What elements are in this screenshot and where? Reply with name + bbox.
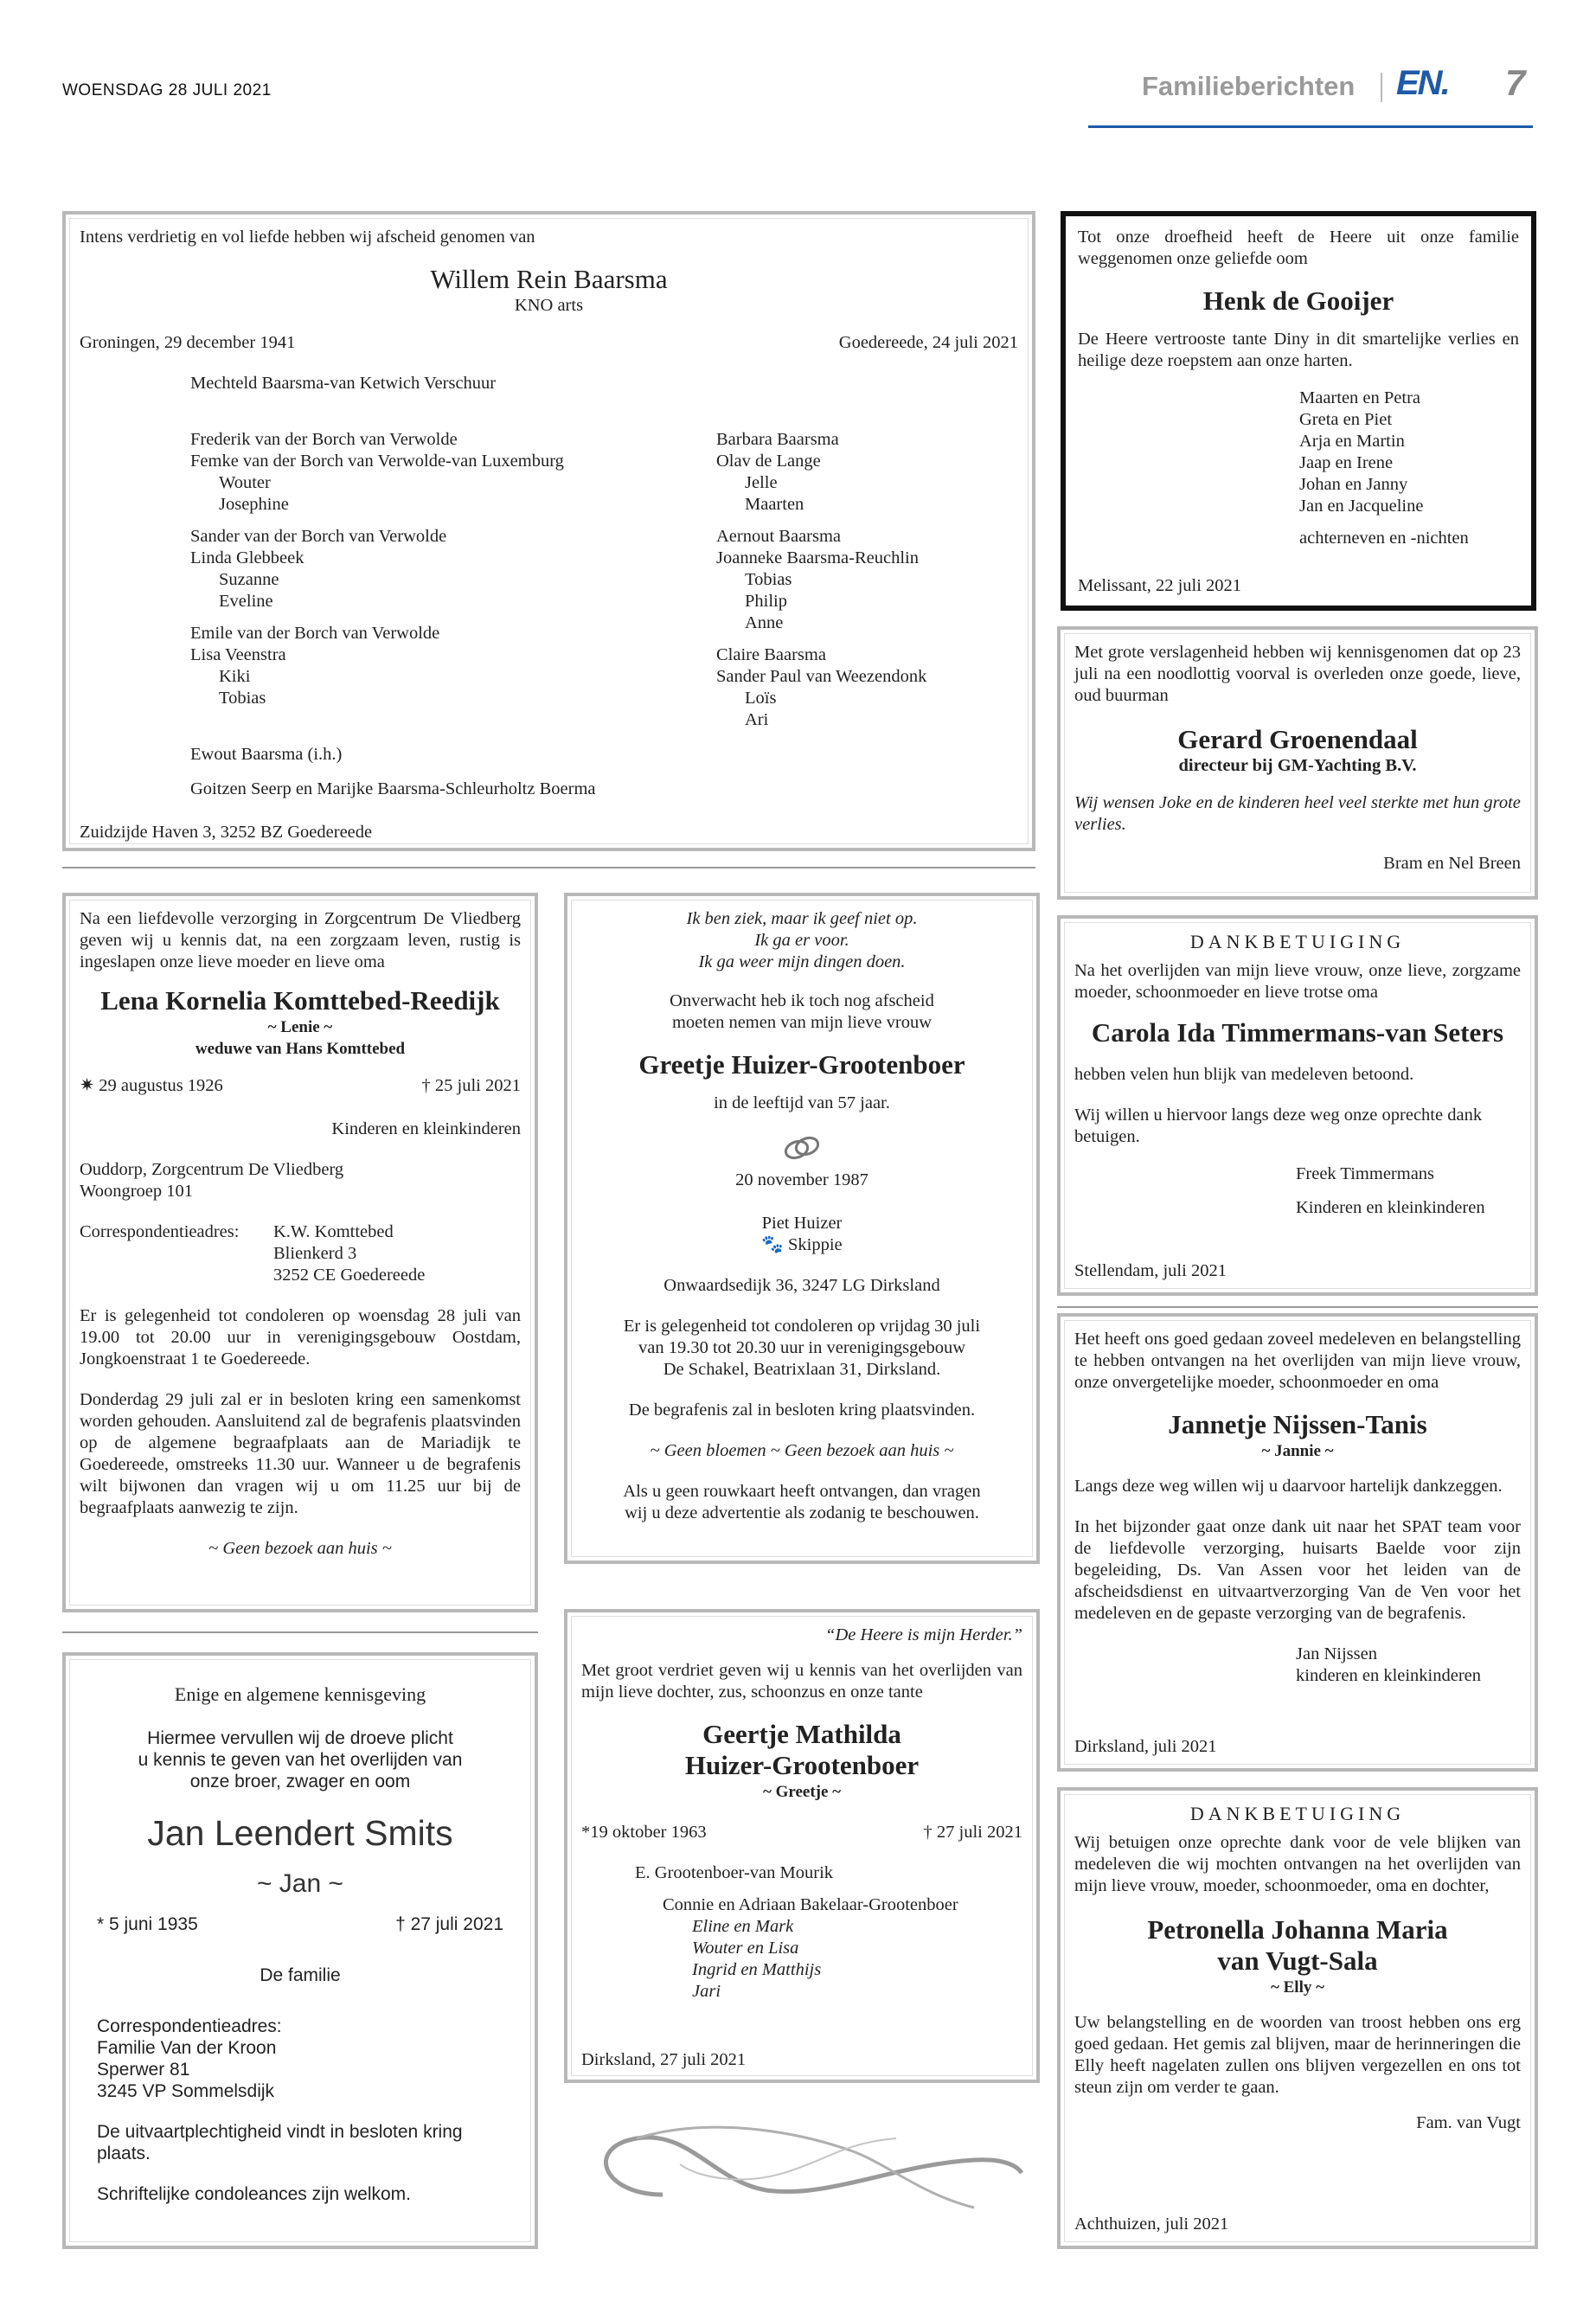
family-member: Emile van der Borch van Verwolde — [190, 624, 440, 643]
smits-nickname: ~ Jan ~ — [256, 1869, 344, 1898]
geertje-name-1: Geertje Mathilda — [702, 1719, 901, 1749]
divider — [62, 867, 1035, 868]
komttebed-corr-label: Correspondentieadres: — [80, 1222, 240, 1241]
smits-note-2: Schriftelijke condoleances zijn welkom. — [97, 2184, 411, 2204]
family-member: Frederik van der Borch van Verwolde — [190, 430, 458, 449]
komttebed-funeral: Donderdag 29 juli zal er in besloten kring een samenkomst worden gehouden. Aansluitend zal de begrafenis plaatsvinden op de algemene begraafplaats aan de Mariadijk te Goedereede, omstreeks 11.30 uur. Wanneer u de begrafenis wilt bijwonen dan vragen wij u om 11.25 uur bij de begraafplaats aanwezig te zijn. — [80, 1390, 521, 1517]
komttebed-nickname: ~ Lenie ~ — [267, 1018, 333, 1036]
intro-line: moeten nemen van mijn lieve vrouw — [671, 1013, 932, 1032]
baarsma-address: Zuidzijde Haven 3, 3252 BZ Goedereede — [80, 823, 373, 842]
timmermans-text-2: Wij willen u hiervoor langs deze weg onze oprechte dank betuigen. — [1074, 1106, 1483, 1146]
timmermans-place: Stellendam, juli 2021 — [1074, 1261, 1227, 1280]
family-member: Loïs — [745, 689, 777, 708]
smits-family: De familie — [260, 1965, 341, 1985]
vugt-name-2: van Vugt-Sala — [1217, 1945, 1378, 1976]
smits-name: Jan Leendert Smits — [147, 1813, 453, 1853]
family-member: Jari — [692, 1982, 721, 2001]
groenendaal-from: Bram en Nel Breen — [1383, 854, 1521, 873]
notice-komttebed — [62, 893, 538, 1612]
condolence-line: van 19.30 tot 20.30 uur in verenigingsgebouw — [638, 1338, 966, 1357]
gooijer-place: Melissant, 22 juli 2021 — [1078, 576, 1242, 595]
family-member: Johan en Janny — [1299, 475, 1408, 494]
tanis-text-1: Langs deze weg willen wij u daarvoor hartelijk dankzeggen. — [1074, 1477, 1503, 1496]
groenendaal-title: directeur bij GM-Yachting B.V. — [1178, 756, 1417, 775]
baarsma-intro: Intens verdrietig en vol liefde hebben wij afscheid genomen van — [80, 228, 535, 247]
notice-baarsma — [62, 211, 1035, 851]
divider — [62, 1631, 538, 1633]
geertje-mother: E. Grootenboer-van Mourik — [635, 1863, 834, 1882]
address-line: Blienkerd 3 — [273, 1244, 357, 1263]
vugt-place: Achthuizen, juli 2021 — [1074, 2214, 1229, 2234]
family-member: Wouter en Lisa — [692, 1939, 799, 1958]
family-member: Jan en Jacqueline — [1299, 497, 1424, 516]
timmermans-intro: Na het overlijden van mijn lieve vrouw, onze lieve, zorgzame moeder, schoonmoeder en lieve trotse oma — [1074, 961, 1521, 1002]
family-member: Maarten en Petra — [1299, 388, 1421, 407]
baarsma-right-family — [716, 429, 1028, 741]
tanis-place: Dirksland, juli 2021 — [1074, 1737, 1217, 1756]
quote-line: Ik ga er voor. — [754, 931, 849, 950]
notice-smits — [62, 1652, 538, 2249]
condolence-line: Er is gelegenheid tot condoleren op vrijdag 30 juli — [623, 1317, 981, 1336]
quote-line: Ik ga weer mijn dingen doen. — [698, 952, 906, 971]
card-line: Als u geen rouwkaart heeft ontvangen, dan vragen — [623, 1482, 981, 1501]
notice-groenendaal — [1057, 626, 1538, 900]
header-separator — [1381, 73, 1382, 102]
family-member: Philip — [745, 592, 787, 611]
gooijer-extra: achterneven en -nichten — [1299, 529, 1469, 548]
komttebed-corr-address — [273, 1221, 425, 1286]
intro-line: u kennis te geven van het overlijden van — [138, 1750, 463, 1770]
notice-geertje — [564, 1609, 1040, 2083]
gooijer-text: De Heere vertrooste tante Diny in dit smartelijke verlies en heilige deze roepstem aan onze harten. — [1078, 330, 1519, 370]
timmermans-heading: DANKBETUIGING — [1189, 931, 1406, 952]
notice-greetje — [564, 893, 1040, 1564]
baarsma-title: KNO arts — [514, 296, 584, 315]
vugt-text: Uw belangstelling en de woorden van troost hebben ons erg goed gedaan. Het gemis zal blijven, maar de herinneringen die Elly heeft nagelaten zullen ons blijven vergezellen en ons tot steun zijn om verder te gaan. — [1074, 2013, 1521, 2097]
notice-timmermans — [1057, 915, 1538, 1296]
vugt-intro: Wij betuigen onze oprechte dank voor de vele blijken van medeleven die wij mochten ontvangen na het overlijden van mijn lieve vrouw, moeder, schoonmoeder, oma en dochter, — [1074, 1833, 1521, 1895]
tanis-from-1: Jan Nijssen — [1296, 1644, 1377, 1663]
greetje-quote — [581, 908, 1022, 973]
geertje-born: *19 oktober 1963 — [581, 1823, 707, 1842]
intro-line: onze broer, zwager en oom — [189, 1772, 411, 1791]
timmermans-from-2: Kinderen en kleinkinderen — [1296, 1198, 1485, 1217]
notice-tanis — [1057, 1313, 1538, 1772]
baarsma-spouse: Mechteld Baarsma-van Ketwich Verschuur — [190, 374, 497, 393]
intro-line: Onverwacht heb ik toch nog afscheid — [670, 991, 934, 1010]
baarsma-left-family — [190, 429, 709, 720]
family-member: Femke van der Borch van Verwolde-van Luxemburg — [190, 452, 564, 471]
komttebed-note: ~ Geen bezoek aan huis ~ — [208, 1539, 392, 1558]
komttebed-location-1: Ouddorp, Zorgcentrum De Vliedberg — [80, 1160, 344, 1179]
greetje-condolence — [581, 1316, 1022, 1381]
family-member: Arja en Martin — [1299, 432, 1405, 451]
tanis-nickname: ~ Jannie ~ — [1261, 1442, 1334, 1460]
baarsma-extra-1: Ewout Baarsma (i.h.) — [190, 745, 343, 764]
tanis-intro: Het heeft ons goed gedaan zoveel medeleven en belangstelling te hebben ontvangen na het overlijden van mijn lieve vrouw, onze onvergetelijke moeder, schoonmoeder en oma — [1074, 1330, 1521, 1392]
family-member: Olav de Lange — [716, 452, 821, 471]
komttebed-died: † 25 juli 2021 — [421, 1076, 521, 1095]
smits-header: Enige en algemene kennisgeving — [174, 1683, 426, 1705]
family-group — [716, 526, 1028, 634]
timmermans-text-1: hebben velen hun blijk van medeleven betoond. — [1074, 1065, 1414, 1084]
family-member: Jelle — [745, 473, 778, 492]
groenendaal-intro: Met grote verslagenheid hebben wij kennisgenomen dat op 23 juli na een noodlottig voorval is overleden onze goede, lieve, oud buurman — [1074, 643, 1521, 705]
vugt-name-1: Petronella Johanna Maria — [1147, 1914, 1448, 1945]
family-group — [190, 526, 709, 612]
geertje-quote: “De Heere is mijn Herder.” — [825, 1625, 1022, 1644]
greetje-name: Greetje Huizer-Grootenboer — [638, 1049, 965, 1080]
greetje-funeral: De begrafenis zal in besloten kring plaatsvinden. — [628, 1400, 976, 1420]
family-member: Lisa Veenstra — [190, 645, 286, 664]
family-member: Linda Glebbeek — [190, 548, 304, 567]
quote-line: Ik ben ziek, maar ik geef niet op. — [686, 909, 918, 928]
smits-died: † 27 juli 2021 — [395, 1914, 503, 1934]
notice-vugt — [1057, 1787, 1538, 2249]
family-group — [716, 644, 1028, 731]
tanis-name: Jannetje Nijssen-Tanis — [1168, 1409, 1427, 1439]
greetje-card-notice — [581, 1481, 1022, 1524]
greetje-from-1: Piet Huizer — [761, 1214, 843, 1233]
komttebed-widow: weduwe van Hans Komttebed — [195, 1040, 406, 1058]
komttebed-born: ✷ 29 augustus 1926 — [80, 1076, 223, 1095]
tanis-text-2: In het bijzonder gaat onze dank uit naar het SPAT team voor de liefdevolle verzorging, huisarts Baelde voor zijn begeleiding, Ds. Van Assen voor het leiden van de afscheidsdienst en uitvaartverzorging Van de Ven voor het medeleven en de gepaste verzorging van de begrafenis. — [1074, 1517, 1521, 1623]
family-member: Sander van der Borch van Verwolde — [190, 527, 447, 546]
geertje-name-2: Huizer-Grootenboer — [684, 1750, 920, 1780]
family-member: Anne — [745, 613, 784, 632]
family-member: Eveline — [219, 592, 273, 611]
timmermans-name: Carola Ida Timmermans-van Seters — [1091, 1017, 1504, 1048]
groenendaal-wish: Wij wensen Joke en de kinderen heel veel sterkte met hun grote verlies. — [1074, 793, 1521, 834]
family-member: Wouter — [219, 473, 271, 492]
gooijer-family-list — [1078, 388, 1519, 517]
baarsma-extra-2: Goitzen Seerp en Marijke Baarsma-Schleurholtz Boerma — [190, 779, 596, 798]
smits-born: * 5 juni 1935 — [97, 1914, 198, 1934]
geertje-kids-list — [581, 1916, 1022, 2003]
family-member: Jaap en Irene — [1299, 453, 1394, 472]
condolence-line: De Schakel, Beatrixlaan 31, Dirksland. — [663, 1360, 941, 1379]
decorative-swirl — [567, 2112, 1035, 2225]
family-member: Sander Paul van Weezendonk — [716, 667, 927, 686]
wedding-rings-icon — [581, 1133, 1022, 1163]
card-line: wij u deze advertentie als zodanig te beschouwen. — [625, 1503, 979, 1522]
family-member: Eline en Mark — [692, 1917, 794, 1936]
family-member: Greta en Piet — [1299, 410, 1393, 429]
greetje-wedding-date: 20 november 1987 — [735, 1170, 869, 1189]
family-member: Josephine — [219, 495, 289, 514]
address-line: 3252 CE Goedereede — [273, 1266, 426, 1285]
family-member: Ingrid en Matthijs — [692, 1960, 822, 1979]
address-line: Familie Van der Kroon — [97, 2038, 277, 2058]
komttebed-family: Kinderen en kleinkinderen — [331, 1119, 521, 1138]
header-rule — [1088, 125, 1533, 128]
baarsma-died: Goedereede, 24 juli 2021 — [838, 333, 1018, 352]
vugt-from: Fam. van Vugt — [1416, 2113, 1521, 2132]
address-line: Sperwer 81 — [97, 2060, 190, 2080]
newspaper-logo: EN. — [1396, 64, 1449, 102]
greetje-from-2: 🐾 Skippie — [761, 1235, 843, 1254]
greetje-intro — [581, 990, 1022, 1034]
geertje-died: † 27 juli 2021 — [923, 1823, 1022, 1842]
komttebed-name: Lena Kornelia Komttebed-Reedijk — [100, 985, 500, 1016]
tanis-from-2: kinderen en kleinkinderen — [1296, 1666, 1482, 1685]
timmermans-from-1: Freek Timmermans — [1296, 1164, 1435, 1183]
geertje-intro: Met groot verdriet geven wij u kennis van het overlijden van mijn lieve dochter, zus, schoonzus en onze tante — [581, 1661, 1022, 1702]
family-member: Joanneke Baarsma-Reuchlin — [716, 548, 919, 567]
family-member: Tobias — [745, 570, 792, 589]
geertje-place: Dirksland, 27 juli 2021 — [581, 2050, 747, 2069]
baarsma-name: Willem Rein Baarsma — [430, 264, 668, 294]
geertje-nickname: ~ Greetje ~ — [762, 1783, 842, 1801]
intro-line: Hiermee vervullen wij de droeve plicht — [147, 1728, 453, 1748]
komttebed-location-2: Woongroep 101 — [80, 1182, 194, 1201]
greetje-note: ~ Geen bloemen ~ Geen bezoek aan huis ~ — [650, 1441, 954, 1460]
header-date: WOENSDAG 28 JULI 2021 — [62, 81, 272, 99]
groenendaal-name: Gerard Groenendaal — [1177, 724, 1418, 754]
komttebed-intro: Na een liefdevolle verzorging in Zorgcentrum De Vliedberg geven wij u kennis dat, na een zorgzaam leven, rustig is ingeslapen onze lieve moeder en lieve oma — [80, 909, 521, 971]
gooijer-intro: Tot onze droefheid heeft de Heere uit onze familie weggenomen onze geliefde oom — [1078, 228, 1519, 268]
greetje-address: Onwaardsedijk 36, 3247 LG Dirksland — [663, 1276, 940, 1295]
family-member: Ari — [745, 710, 769, 729]
greetje-age: in de leeftijd van 57 jaar. — [714, 1093, 890, 1112]
komttebed-condolence: Er is gelegenheid tot condoleren op woensdag 28 juli van 19.00 tot 20.00 uur in verenigingsgebouw Oostdam, Jongkoenstraat 1 te Goedereede. — [80, 1306, 521, 1368]
family-member: Aernout Baarsma — [716, 527, 842, 546]
geertje-sister: Connie en Adriaan Bakelaar-Grootenboer — [663, 1895, 958, 1914]
baarsma-born: Groningen, 29 december 1941 — [80, 333, 296, 352]
vugt-heading: DANKBETUIGING — [1189, 1803, 1406, 1824]
family-member: Claire Baarsma — [716, 645, 826, 664]
family-member: Barbara Baarsma — [716, 430, 839, 449]
smits-note-1: De uitvaartplechtigheid vindt in besloten kring plaats. — [97, 2122, 463, 2163]
smits-corr-address — [97, 2016, 503, 2102]
section-title: Familieberichten — [1142, 71, 1356, 101]
page-number: 7 — [1505, 62, 1526, 103]
family-group — [716, 429, 1028, 516]
address-line: K.W. Komttebed — [273, 1222, 394, 1241]
notice-gooijer — [1061, 211, 1536, 611]
address-line: 3245 VP Sommelsdijk — [97, 2081, 275, 2101]
address-line: Correspondentieadres: — [97, 2016, 282, 2036]
divider — [1057, 1306, 1538, 1308]
family-member: Suzanne — [219, 570, 279, 589]
family-member: Kiki — [219, 667, 251, 686]
family-group — [190, 429, 709, 516]
family-member: Tobias — [219, 689, 266, 708]
vugt-nickname: ~ Elly ~ — [1271, 1978, 1324, 1997]
smits-intro — [97, 1727, 503, 1792]
family-group — [190, 623, 709, 709]
gooijer-name: Henk de Gooijer — [1202, 285, 1394, 316]
family-member: Maarten — [745, 495, 804, 514]
